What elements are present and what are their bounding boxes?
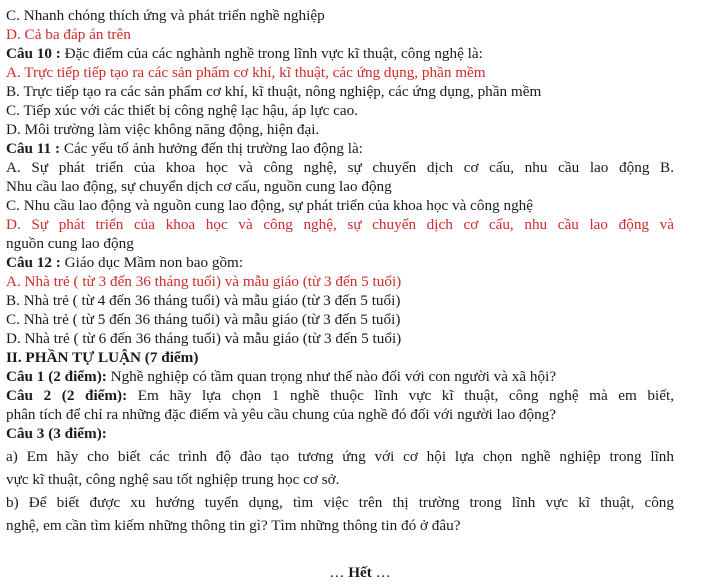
q12-option-c: C. Nhà trẻ ( từ 5 đến 36 tháng tuổi) và mẫu giáo (từ 3 đến 5 tuổi) [6,311,401,328]
line-1: D. Cả ba đáp án trên [6,26,131,43]
q11-option-d: D. Sự phát triển của khoa học và công nghệ, sự chuyển dịch cơ cấu, nhu cầu lao động và [6,216,674,233]
q11-option-c: C. Nhu cầu lao động và nguồn cung lao động, sự phát triển của khoa học và công nghệ [6,197,534,214]
essay-question-3b: b) Để biết được xu hướng tuyển dụng, tìm việc trên thị trường trong lĩnh vực kĩ thuật, công [6,494,674,511]
essay-question-3b-cont: nghệ, em cần tìm kiếm những thông tin gì? Tìm những thông tin đó ở đâu? [6,517,461,534]
essay-question-3: Câu 3 (3 điểm): [6,425,107,442]
q10-option-a: A. Trực tiếp tiếp tạo ra các sản phẩm cơ khí, kĩ thuật, các ứng dụng, phần mềm [6,64,486,81]
line-0: C. Nhanh chóng thích ứng và phát triển nghề nghiệp [6,7,325,24]
q12-option-a: A. Nhà trẻ ( từ 3 đến 36 tháng tuổi) và mẫu giáo (từ 3 đến 5 tuổi) [6,273,402,290]
essay-question-1: Câu 1 (2 điểm): Nghề nghiệp có tầm quan trọng như thế nào đối với con người và xã hội? [6,368,557,385]
section-heading: II. PHẦN TỰ LUẬN (7 điểm) [6,349,199,366]
essay-question-2: Câu 2 (2 điểm): Em hãy lựa chọn 1 nghề thuộc lĩnh vực kĩ thuật, công nghệ mà em biết, [6,387,674,404]
essay-question-3a: a) Em hãy cho biết các trình độ đào tạo tương ứng với cơ hội lựa chọn nghề nghiệp trong lĩnh [6,448,674,465]
q10-option-c: C. Tiếp xúc với các thiết bị công nghệ lạc hậu, áp lực cao. [6,102,358,119]
q12-option-b: B. Nhà trẻ ( từ 4 đến 36 tháng tuổi) và mẫu giáo (từ 3 đến 5 tuổi) [6,292,401,309]
essay-question-2-cont: phân tích để chỉ ra những đặc điểm và yêu cầu chung của nghề đó đối với người lao động? [6,406,557,423]
q10-option-d: D. Môi trường làm việc không năng động, hiện đại. [6,121,320,138]
q11-option-a: A. Sự phát triển của khoa học và công nghệ, sự chuyển dịch cơ cấu, nhu cầu lao động B. [6,159,674,176]
question-12: Câu 12 : Giáo dục Mầm non bao gồm: [6,254,244,271]
q12-option-d: D. Nhà trẻ ( từ 6 đến 36 tháng tuổi) và mẫu giáo (từ 3 đến 5 tuổi) [6,330,402,347]
question-10: Câu 10 : Đặc điểm của các nghành nghề trong lĩnh vực kĩ thuật, công nghệ là: [6,45,483,62]
q11-option-d-cont: nguồn cung lao động [6,235,134,252]
end-marker: … Hết … [329,564,391,581]
essay-question-3a-cont: vực kĩ thuật, công nghệ sau tốt nghiệp trung học cơ sở. [6,471,340,488]
q11-option-b: Nhu cầu lao động, sự chuyển dịch cơ cấu, nguồn cung lao động [6,178,392,195]
q10-option-b: B. Trực tiếp tạo ra các sản phẩm cơ khí, kĩ thuật, nông nghiệp, các ứng dụng, phần mềm [6,83,542,100]
question-11: Câu 11 : Các yếu tố ảnh hưởng đến thị trường lao động là: [6,140,363,157]
